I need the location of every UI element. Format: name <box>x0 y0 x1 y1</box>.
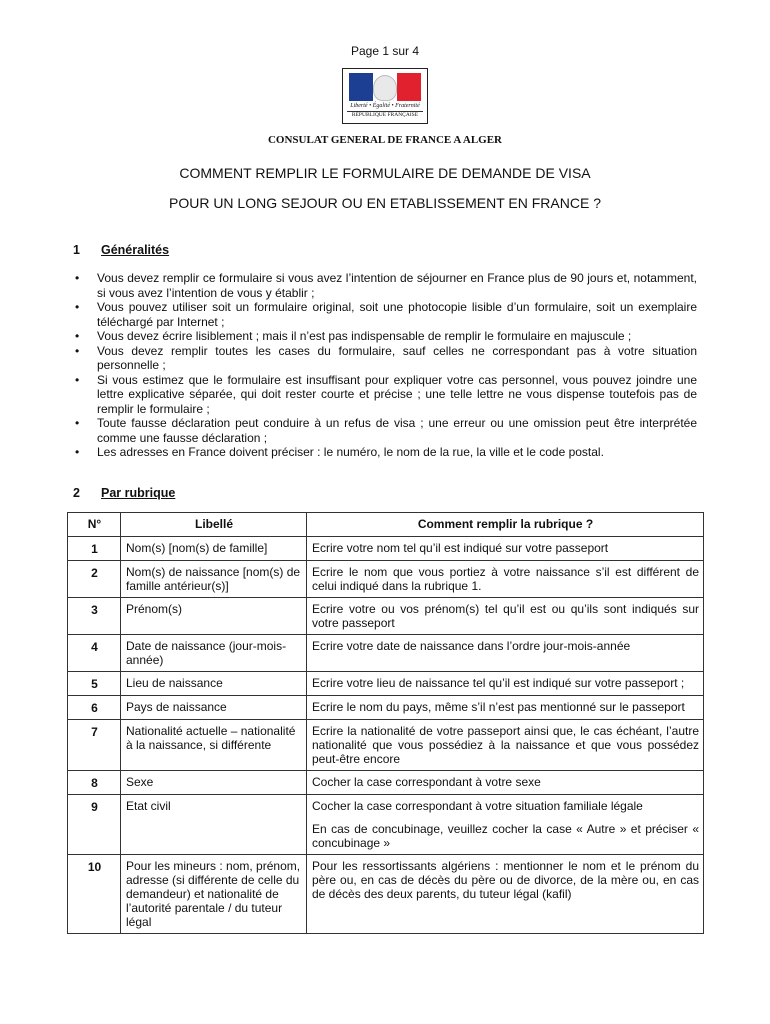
row-number: 5 <box>68 672 121 696</box>
row-label: Lieu de naissance <box>121 672 307 696</box>
row-label: Nom(s) de naissance [nom(s) de famille antérieur(s)] <box>121 561 307 598</box>
instruction-text: Ecrire votre ou vos prénom(s) tel qu’il est ou qu’ils sont indiqués sur votre passeport <box>312 602 699 630</box>
generalites-list <box>73 271 697 460</box>
instruction-text: Pour les ressortissants algériens : mentionner le nom et le prénom du père ou, en cas de décès du père ou de divorce, de la mère ou, en cas de décès des deux parents, du tuteur légal (kafil) <box>312 859 699 901</box>
section-heading-par-rubrique <box>73 486 175 500</box>
row-number: 1 <box>68 537 121 561</box>
row-instructions <box>307 561 704 598</box>
page-number: Page 1 sur 4 <box>350 44 420 58</box>
row-instructions <box>307 696 704 720</box>
row-number: 3 <box>68 598 121 635</box>
row-label: Nationalité actuelle – nationalité à la naissance, si différente <box>121 720 307 771</box>
instruction-text: Ecrire le nom du pays, même s’il n’est pas mentionné sur le passeport <box>312 700 685 714</box>
row-label: Pour les mineurs : nom, prénom, adresse (si différente de celle du demandeur) et nationalité de l’autorité parentale / du tuteur légal <box>121 855 307 934</box>
column-header-number: N° <box>68 513 121 537</box>
row-instructions <box>307 635 704 672</box>
row-label: Pays de naissance <box>121 696 307 720</box>
list-item: • Vous devez remplir ce formulaire si vous avez l’intention de séjourner en France plus de 90 jours et, notamment, si vous avez l’intention de vous y établir ; <box>73 271 697 300</box>
list-item: • Les adresses en France doivent préciser : le numéro, le nom de la rue, la ville et le code postal. <box>73 445 697 460</box>
table-row <box>68 855 704 934</box>
consulate-name: CONSULAT GENERAL DE FRANCE A ALGER <box>267 134 502 146</box>
row-instructions <box>307 771 704 795</box>
table-row <box>68 537 704 561</box>
section-title: Par rubrique <box>101 486 176 500</box>
row-label: Prénom(s) <box>121 598 307 635</box>
row-number: 10 <box>68 855 121 934</box>
row-instructions <box>307 537 704 561</box>
row-number: 8 <box>68 771 121 795</box>
row-label: Etat civil <box>121 795 307 855</box>
row-label: Sexe <box>121 771 307 795</box>
instruction-text: Ecrire votre date de naissance dans l’ordre jour-mois-année <box>312 639 631 653</box>
list-item: • Toute fausse déclaration peut conduire à un refus de visa ; une erreur ou une omission peut être interprétée comme une fausse déclaration ; <box>73 416 697 445</box>
logo-motto: Liberté • Égalité • Fraternité <box>350 103 420 109</box>
row-instructions <box>307 672 704 696</box>
list-item: • Vous devez écrire lisiblement ; mais il n’est pas indispensable de remplir le formulaire en majuscule ; <box>73 329 697 344</box>
rubric-table <box>67 512 704 934</box>
column-header-how: Comment remplir la rubrique ? <box>307 513 704 537</box>
row-number: 9 <box>68 795 121 855</box>
column-header-label: Libellé <box>121 513 307 537</box>
table-row <box>68 720 704 771</box>
instruction-text: Ecrire votre nom tel qu’il est indiqué sur votre passeport <box>312 541 609 555</box>
table-row <box>68 672 704 696</box>
table-header-row <box>68 513 704 537</box>
row-instructions <box>307 855 704 934</box>
table-row <box>68 598 704 635</box>
row-number: 4 <box>68 635 121 672</box>
row-instructions <box>307 795 704 855</box>
list-item: • Vous devez remplir toutes les cases du formulaire, sauf celles ne correspondant pas à votre situation personnelle ; <box>73 344 697 373</box>
row-label: Date de naissance (jour-mois-année) <box>121 635 307 672</box>
table-row <box>68 771 704 795</box>
instruction-text: Ecrire votre lieu de naissance tel qu’il est indiqué sur votre passeport ; <box>312 676 685 690</box>
table-row <box>68 635 704 672</box>
instruction-text: En cas de concubinage, veuillez cocher la case « Autre » et préciser « concubinage » <box>312 822 699 850</box>
list-item: • Vous pouvez utiliser soit un formulaire original, soit une photocopie lisible d’un formulaire, soit un exemplaire téléchargé par Internet ; <box>73 300 697 329</box>
instruction-text: Ecrire le nom que vous portiez à votre naissance s’il est différent de celui indiqué dans la rubrique 1. <box>312 565 699 593</box>
table-row <box>68 696 704 720</box>
document-title-line2: POUR UN LONG SEJOUR OU EN ETABLISSEMENT EN FRANCE ? <box>168 195 601 211</box>
table-row <box>68 561 704 598</box>
table-row <box>68 795 704 855</box>
row-number: 6 <box>68 696 121 720</box>
marianne-logo <box>342 68 428 124</box>
section-title: Généralités <box>101 243 170 257</box>
instruction-text: Ecrire la nationalité de votre passeport ainsi que, le cas échéant, l’autre nationalité que vous possédiez à la naissance et que vous possédez peut-être encore <box>312 724 699 766</box>
section-number: 2 <box>73 486 80 500</box>
document-title-line1: COMMENT REMPLIR LE FORMULAIRE DE DEMANDE DE VISA <box>179 165 591 181</box>
row-instructions <box>307 598 704 635</box>
row-number: 7 <box>68 720 121 771</box>
section-number: 1 <box>73 243 80 257</box>
row-instructions <box>307 720 704 771</box>
instruction-text: Cocher la case correspondant à votre sexe <box>312 775 541 789</box>
row-number: 2 <box>68 561 121 598</box>
row-label: Nom(s) [nom(s) de famille] <box>121 537 307 561</box>
logo-republic: RÉPUBLIQUE FRANÇAISE <box>347 111 423 119</box>
section-heading-generalites <box>73 243 169 257</box>
instruction-text: Cocher la case correspondant à votre situation familiale légale <box>312 799 643 813</box>
marianne-profile-icon <box>373 75 397 101</box>
list-item: • Si vous estimez que le formulaire est insuffisant pour expliquer votre cas personnel, vous pouvez joindre une lettre explicative séparée, qui doit rester courte et précise ; une telle lettre ne vous dispense toutefois pas de remplir le formulaire ; <box>73 373 697 417</box>
